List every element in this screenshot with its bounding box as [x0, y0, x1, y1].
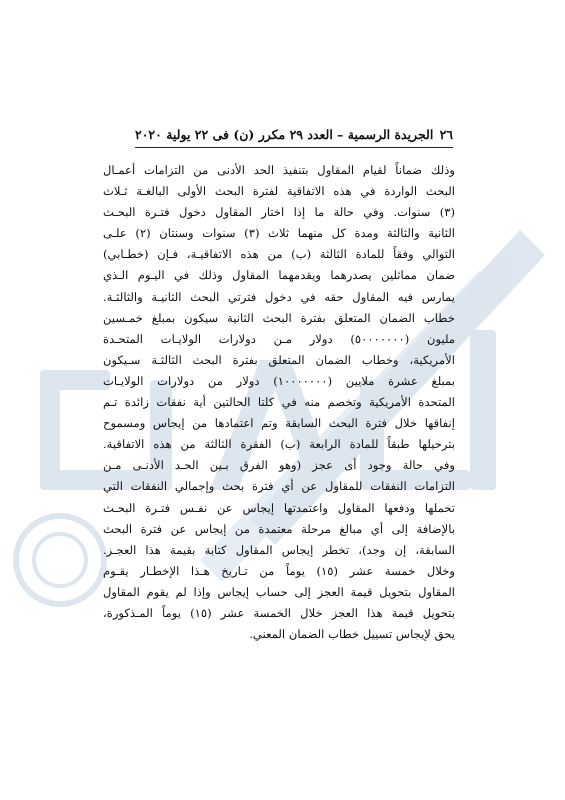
body-line: الأمريكية، وخطاب الضمان المتعلق بفترة البحث الثالثـة سـيكون — [103, 352, 455, 367]
article-body — [103, 160, 455, 645]
gazette-title: الجريدة الرسمية – العدد ٢٩ مكرر (ن) فى ٢٢ يولية ٢٠٢٠ — [135, 127, 434, 142]
body-line: التوالي وفقاً للمادة الثالثة (ب) من هذه الاتفاقيـة، فـإن (خطـابي) — [103, 247, 455, 262]
body-line: التزامات النفقات للمقاول عن أي فترة بحث وإجمالي النفقات التي — [103, 479, 455, 494]
body-line: ضمان مماثلين يصدرهما ويقدمهما المقاول وذلك في اليـوم الـذي — [103, 268, 455, 283]
body-line: بتحويل قيمة هذا العجز خلال الخمسة عشر (١٥) يوماً المـذكورة، — [103, 605, 455, 620]
body-line: تحملها ودفعها المقاول واعتمدتها إيجاس عن نفـس فتـرة البحـث — [103, 500, 455, 515]
page-header — [135, 127, 453, 147]
body-line: بمبلغ عشرة ملايين (١٠٠٠٠٠٠٠) دولار من دولارات الولايـات — [103, 373, 455, 388]
page-number: ٢٦ — [439, 127, 453, 142]
body-line: وفي حالة وجود أى عجز (وهو الفرق بـين الحـد الأدنـى مـن — [103, 458, 455, 473]
body-line: السابقة، إن وجد)، تخطر إيجاس المقاول كتابة بقيمة هذا العجـز. — [103, 542, 455, 557]
body-line: المتحدة الأمريكية وتخصم منه في كلتا الحالتين أية نفقات زائدة تـم — [103, 395, 455, 410]
body-line: بترحيلها طبقاً للمادة الرابعة (ب) الفقرة الثالثة من هذه الاتفاقية. — [103, 437, 455, 452]
body-line: إنفاقها خلال فترة البحث السابقة وتم اعتمادها من إيجاس ومسموح — [103, 416, 455, 431]
body-line: بالإضافة إلى أي مبالغ مرحلة معتمدة من إيجاس عن فترة البحث — [103, 521, 455, 536]
body-line: يمارس فيه المقاول حقه في دخول فترتي البحث الثانيـة والثالثـة. — [103, 289, 455, 304]
body-line: الثانية والثالثة ومدة كل منهما ثلاث (٣) سنوات وسنتان (٢) علـى — [103, 226, 455, 241]
body-line: يحق لإيجاس تسييل خطاب الضمان المعني. — [249, 627, 455, 642]
header-divider — [135, 147, 453, 148]
body-line: مليون (٥٠٠٠٠٠٠٠) دولار مـن دولارات الولايـات المتحـدة — [103, 331, 455, 346]
body-line: وذلك ضماناً لقيام المقاول بتنفيذ الحد الأدنى من التزامات أعمـال — [103, 163, 455, 177]
body-line: المقاول بتحويل قيمة العجز إلى حساب إيجاس وإذا لم يقوم المقاول — [103, 584, 455, 599]
body-line: وخلال خمسة عشر (١٥) يوماً من تـاريخ هـذا الإخطـار يقـوم — [103, 563, 455, 578]
body-line: خطاب الضمان المتعلق بفترة البحث الثانية سيكون بمبلغ خمـسين — [103, 310, 455, 325]
body-line: البحث الواردة في هذه الاتفاقية لفترة البحث الأولى البالغـة ثـلاث — [103, 184, 455, 199]
body-line: (٣) سنوات. وفي حالة ما إذا اختار المقاول دخول فتـرة البحـث — [103, 205, 455, 220]
